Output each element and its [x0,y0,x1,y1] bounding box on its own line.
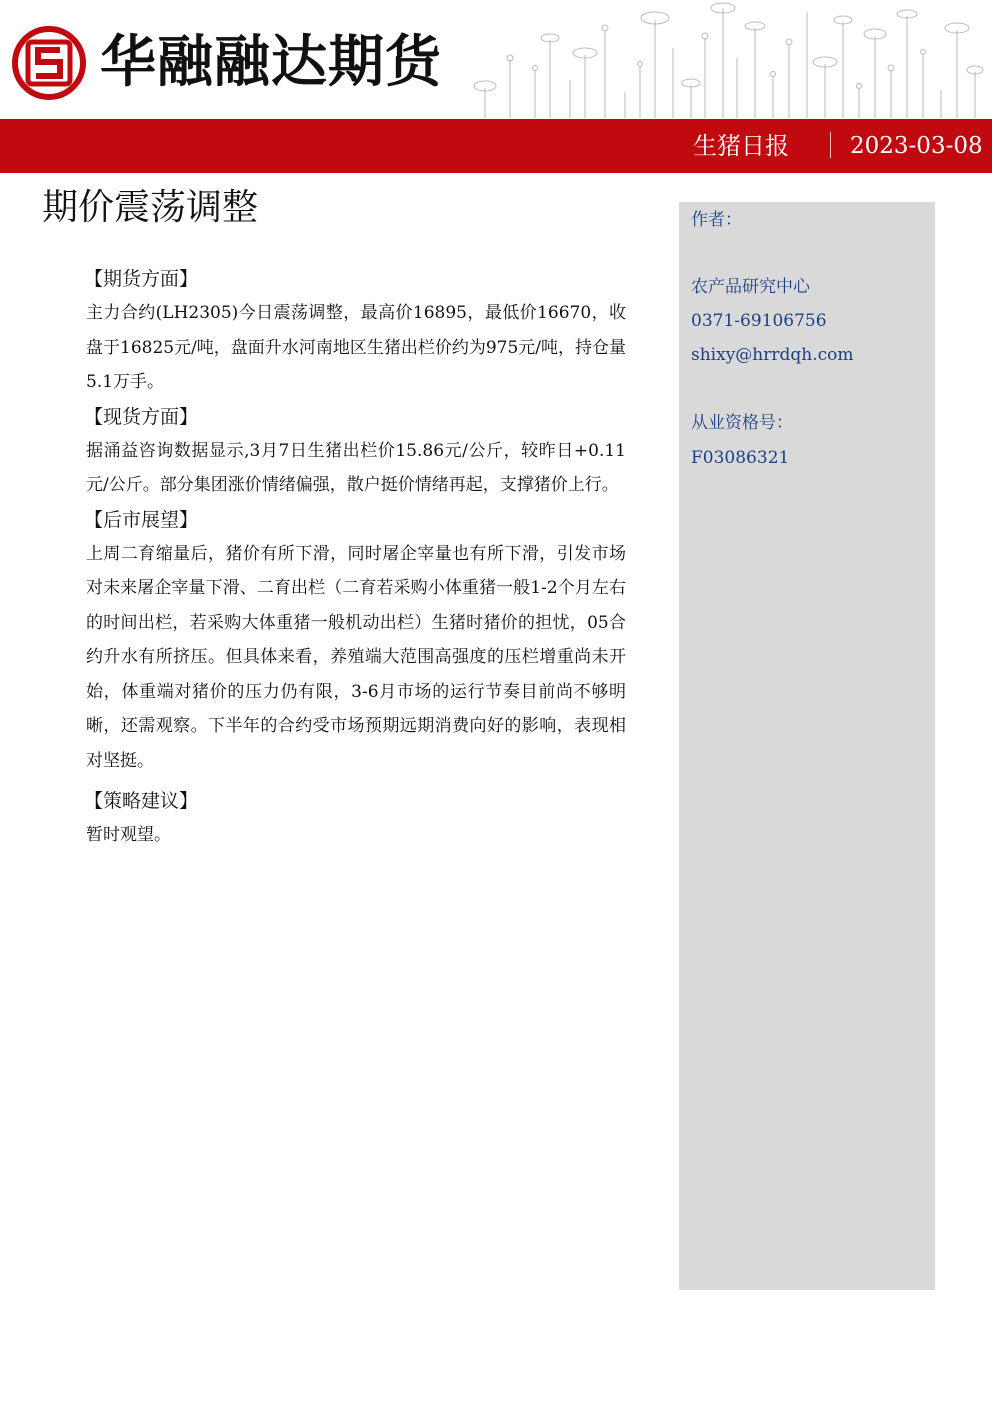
section-heading-futures: 【期货方面】 [84,268,199,290]
decorative-circles-graphic [455,0,992,118]
page-title: 期价震荡调整 [42,187,259,228]
header-divider [830,132,831,158]
section-body-strategy: 暂时观望。 [86,825,171,845]
license-label: 从业资格号： [691,413,793,433]
author-phone: 0371-69106756 [691,311,827,331]
section-body-outlook: 上周二育缩量后，猪价有所下滑，同时屠企宰量也有所下滑，引发市场对未来屠企宰量下滑、二育出栏（二育若采购小体重猪一般1-2个月左右的时间出栏，若采购大体重猪一般机动出栏）生猪时猪价的担忧，05合约升水有所挤压。但具体来看，养殖端大范围高强度的压栏增重尚未开始，体重端对猪价的压力仍有限，3-6月市场的运行节奏目前尚不够明晰，还需观察。下半年的合约受市场预期远期消费向好的影响，表现相对坚挺。 [86,543,626,771]
author-sidebar [679,202,935,1290]
company-name: 华融融达期货 [100,30,442,95]
section-body-spot: 据涌益咨询数据显示,3月7日生猪出栏价15.86元/公斤，较昨日+0.11元/公斤。部分集团涨价情绪偏强，散户挺价情绪再起，支撑猪价上行。 [86,440,626,495]
section-heading-spot: 【现货方面】 [84,405,199,428]
author-email[interactable]: shixy@hrrdqh.com [691,345,854,365]
section-heading-strategy: 【策略建议】 [84,790,199,812]
section-body-futures: 主力合约(LH2305)今日震荡调整，最高价16895，最低价16670，收盘于16825元/吨，盘面升水河南地区生猪出栏价约为975元/吨，持仓量5.1万手。 [86,303,626,392]
company-logo-icon [12,26,86,100]
author-label: 作者： [691,210,742,230]
header-band [0,0,992,118]
section-heading-outlook: 【后市展望】 [84,508,199,531]
author-department: 农产品研究中心 [691,277,810,297]
license-number: F03086321 [691,448,790,468]
report-header-bar [0,119,992,173]
report-date: 2023-03-08 [850,133,983,159]
report-type: 生猪日报 [693,132,789,160]
report-body [86,262,626,853]
